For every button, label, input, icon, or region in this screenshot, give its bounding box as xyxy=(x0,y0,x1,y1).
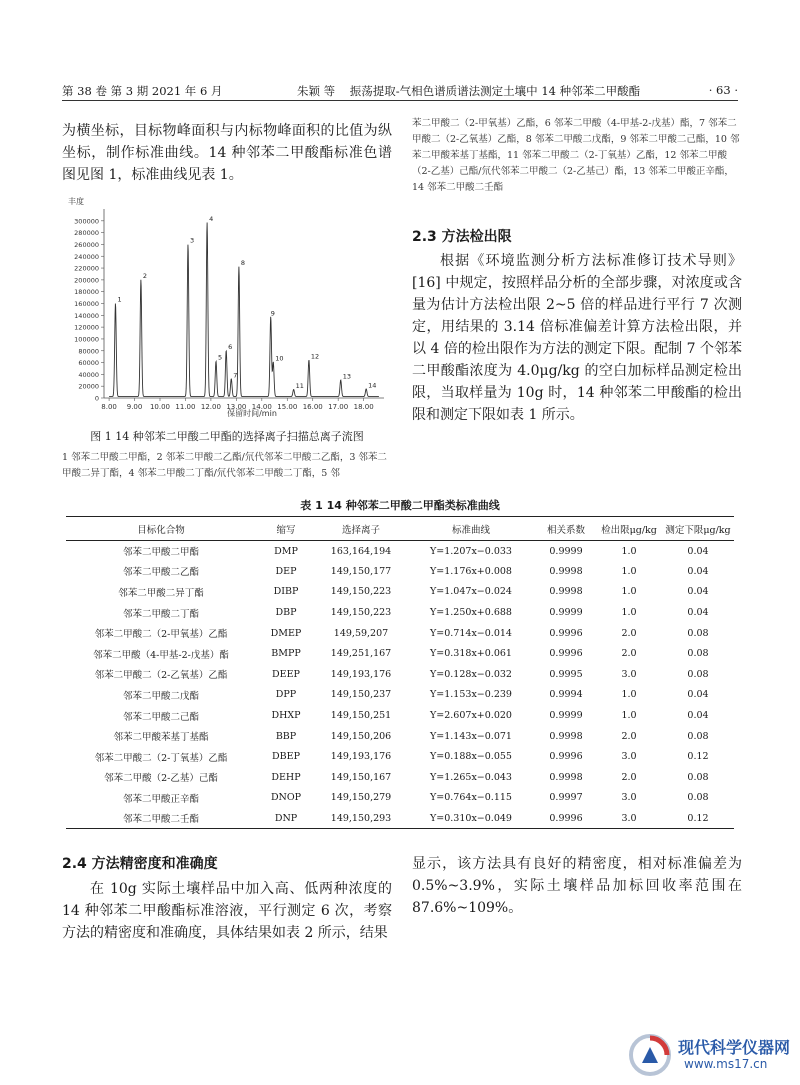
table-cell-curve: Y=2.607x+0.020 xyxy=(430,710,512,722)
table-cell-lod: 2.0 xyxy=(621,627,637,639)
table-cell-abbr: BBP xyxy=(275,730,297,742)
table-cell-compound: 邻苯二甲酸（2-乙基）己酯 xyxy=(104,773,218,785)
table-cell-curve: Y=1.265x−0.043 xyxy=(430,771,512,783)
section-2-4-body: 在 10g 实际土壤样品中加入高、低两种浓度的 14 种邻苯二甲酸酯标准溶液，平行测定 6 次，考察方法的精密度和准确度，具体结果如表 2 所示，结果 xyxy=(62,881,392,941)
table-cell-r: 0.9994 xyxy=(549,689,583,701)
table-cell-abbr: DBEP xyxy=(272,751,300,763)
table-cell-compound: 邻苯二甲酸二戊酯 xyxy=(122,690,199,702)
table-cell-compound: 邻苯二甲酸二异丁酯 xyxy=(118,587,204,599)
table-cell-lod: 2.0 xyxy=(621,648,637,660)
col-ions: 选择离子 xyxy=(316,517,406,541)
table-cell-r: 0.9998 xyxy=(549,586,583,598)
x-tick-label: 8.00 xyxy=(101,403,117,411)
x-tick-label: 17.00 xyxy=(328,403,349,411)
table-row xyxy=(66,602,734,623)
y-tick-label: 180000 xyxy=(74,288,99,297)
table-cell-lod: 3.0 xyxy=(621,751,637,763)
table-row xyxy=(66,582,734,603)
figure-caption: 图 1 14 种邻苯二甲酸二甲酯的选择离子扫描总离子流图 xyxy=(90,430,364,443)
table-cell-r: 0.9996 xyxy=(549,751,583,763)
table-cell-curve: Y=0.310x−0.049 xyxy=(406,808,536,829)
peak-label: 14 xyxy=(368,381,377,390)
table-row xyxy=(66,788,734,809)
table-cell-loq: 0.04 xyxy=(687,586,709,598)
x-tick-label: 16.00 xyxy=(302,403,323,411)
table-header-row xyxy=(66,517,734,541)
peak-label: 7 xyxy=(233,371,238,380)
table-cell-ions: 149,150,237 xyxy=(330,689,392,701)
table-cell-r: 0.9995 xyxy=(549,668,583,680)
table-cell-lod: 1.0 xyxy=(621,565,637,577)
table-cell-loq: 0.12 xyxy=(687,751,709,763)
table-cell-ions: 149,150,177 xyxy=(330,565,392,577)
peak-label: 4 xyxy=(209,214,214,223)
table-cell-ions: 149,150,293 xyxy=(316,808,406,829)
table-cell-loq: 0.08 xyxy=(687,792,709,804)
table-row xyxy=(66,643,734,664)
x-tick-label: 15.00 xyxy=(277,403,298,411)
table-cell-ions: 149,150,167 xyxy=(330,771,392,783)
table-cell-ions: 149,150,223 xyxy=(330,586,392,598)
table-cell-lod: 1.0 xyxy=(621,586,637,598)
y-tick-label: 40000 xyxy=(78,370,99,379)
table-cell-curve: Y=1.176x+0.008 xyxy=(430,565,512,577)
table-cell-curve: Y=1.143x−0.071 xyxy=(430,730,512,742)
table-cell-ions: 163,164,194 xyxy=(330,545,392,557)
site-watermark-logo xyxy=(628,1033,791,1077)
peak-label: 12 xyxy=(310,352,320,361)
table-cell-abbr: DMEP xyxy=(270,627,302,639)
page-number: · 63 · xyxy=(708,83,738,97)
table-cell-abbr: DIBP xyxy=(273,586,299,598)
table-cell-loq: 0.08 xyxy=(687,730,709,742)
table-row xyxy=(66,664,734,685)
table-cell-abbr: DEP xyxy=(275,565,297,577)
table-cell-loq: 0.08 xyxy=(687,627,709,639)
y-tick-label: 140000 xyxy=(74,311,99,320)
y-tick-label: 240000 xyxy=(74,252,99,261)
table-cell-r: 0.9997 xyxy=(549,792,583,804)
table-row xyxy=(66,561,734,582)
header-article-title: 振荡提取-气相色谱质谱法测定土壤中 14 种邻苯二甲酸酯 xyxy=(349,84,641,98)
x-tick-label: 11.00 xyxy=(175,403,196,411)
y-tick-label: 100000 xyxy=(74,335,99,344)
figure-legend-continued: 苯二甲酸二（2-甲氧基）乙酯，6 邻苯二甲酸（4-甲基-2-戊基）酯，7 邻苯二甲酸二（2-乙氧基）乙酯，8 邻苯二甲酸二戊酯，9 邻苯二甲酸二己酯，10 邻苯二甲酸苯基丁基酯，11 邻苯二甲酸二（2-丁氧基）乙酯，12 邻苯二甲酸（2-乙基）己酯/氘代邻苯二甲酸二（2-乙基己）酯，13 邻苯二甲酸正辛酯，14 邻苯二甲酸二壬酯 xyxy=(412,118,740,193)
col-loq: 测定下限μg/kg xyxy=(662,517,734,541)
peak-label: 6 xyxy=(228,342,233,351)
logo-icon xyxy=(628,1033,672,1077)
y-axis-ticks xyxy=(74,217,104,402)
y-tick-label: 200000 xyxy=(74,276,99,285)
table-cell-abbr: DHXP xyxy=(271,710,301,722)
col-abbr: 缩写 xyxy=(256,517,316,541)
table-cell-ions: 149,150,279 xyxy=(330,792,392,804)
chromatogram-chart xyxy=(62,195,392,420)
y-tick-label: 60000 xyxy=(78,359,99,368)
table-cell-ions: 149,193,176 xyxy=(330,668,392,680)
table-cell-loq: 0.04 xyxy=(687,710,709,722)
table-cell-ions: 149,193,176 xyxy=(330,751,392,763)
table-cell-curve: Y=0.318x+0.061 xyxy=(430,648,512,660)
issue-info: 第 38 卷 第 3 期 2021 年 6 月 xyxy=(62,84,223,98)
x-tick-label: 9.00 xyxy=(126,403,143,411)
standard-curve-table xyxy=(66,516,734,829)
x-axis-label: 保留时间/min xyxy=(227,409,277,418)
chromatogram-trace xyxy=(109,222,379,396)
table-cell-ions: 149,150,206 xyxy=(330,730,392,742)
table-cell-curve: Y=1.047x−0.024 xyxy=(430,586,512,598)
y-axis-label: 丰度 xyxy=(68,197,84,206)
peak-label: 5 xyxy=(218,353,223,362)
table-cell-ions: 149,150,223 xyxy=(330,607,392,619)
table-cell-loq: 0.04 xyxy=(687,607,709,619)
table-row xyxy=(66,808,734,829)
section-2-4-heading: 2.4 方法精密度和准确度 xyxy=(62,856,218,872)
running-title xyxy=(297,83,640,99)
y-tick-label: 80000 xyxy=(78,347,99,356)
table-cell-loq: 0.04 xyxy=(687,545,709,557)
table-cell-compound: 邻苯二甲酸二丁酯 xyxy=(122,608,199,620)
peak-label: 8 xyxy=(240,259,246,268)
table-cell-abbr: DEHP xyxy=(271,771,301,783)
chromatogram-figure xyxy=(62,195,392,420)
table-cell-lod: 1.0 xyxy=(621,710,637,722)
table-cell-lod: 2.0 xyxy=(621,771,637,783)
table-cell-curve: Y=1.153x−0.239 xyxy=(430,689,512,701)
col-lod: 检出限μg/kg xyxy=(596,517,662,541)
table-cell-r: 0.9996 xyxy=(536,808,596,829)
table-cell-curve: Y=0.714x−0.014 xyxy=(430,627,512,639)
section-2-4-continued: 显示，该方法具有良好的精密度，相对标准偏差为 0.5%~3.9%，实际土壤样品加标回收率范围在 87.6%~109%。 xyxy=(412,856,742,916)
table-cell-loq: 0.04 xyxy=(687,565,709,577)
table-cell-loq: 0.04 xyxy=(687,689,709,701)
table-cell-loq: 0.12 xyxy=(662,808,734,829)
table-cell-compound: 邻苯二甲酸正辛酯 xyxy=(122,793,199,805)
header-authors: 朱颖 等 xyxy=(297,84,336,98)
section-2-3-body: 根据《环境监测分析方法标准修订技术导则》[16] 中规定，按照样品分析的全部步骤，对浓度或含量为估计方法检出限 2~5 倍的样品进行平行 7 次测定，用结果的 3.14 倍标准偏差计算方法检出限，并以 4 倍的检出限作为方法的测定下限。配制 7 个邻苯二甲酸酯浓度为 4.0μg/kg 的空白加标样品测定检出限，当取样量为 10g 时，14 种邻苯二甲酸酯的检出限和测定下限如表 1 所示。 xyxy=(412,253,742,423)
intro-paragraph: 为横坐标，目标物峰面积与内标物峰面积的比值为纵坐标，制作标准曲线。14 种邻苯二甲酸酯标准色谱图见图 1，标准曲线见表 1。 xyxy=(62,123,392,183)
table-cell-compound: 邻苯二甲酸二己酯 xyxy=(122,711,199,723)
peak-label: 1 xyxy=(117,295,122,304)
table-cell-abbr: BMPP xyxy=(271,648,301,660)
table-cell-curve: Y=0.188x−0.055 xyxy=(430,751,512,763)
col-compound: 目标化合物 xyxy=(66,517,256,541)
peak-label: 3 xyxy=(190,236,195,245)
table-row xyxy=(66,726,734,747)
table-cell-ions: 149,59,207 xyxy=(333,627,389,639)
table-cell-curve: Y=1.207x−0.033 xyxy=(430,545,512,557)
peak-label: 10 xyxy=(275,354,284,363)
table-cell-abbr: DEEP xyxy=(272,668,300,680)
table-cell-lod: 3.0 xyxy=(621,668,637,680)
table-row xyxy=(66,685,734,706)
table-row xyxy=(66,705,734,726)
table-cell-abbr: DNP xyxy=(256,808,316,829)
table-cell-loq: 0.08 xyxy=(687,648,709,660)
table-caption: 表 1 14 种邻苯二甲酸二甲酯类标准曲线 xyxy=(300,499,500,512)
table-cell-curve: Y=0.764x−0.115 xyxy=(430,792,512,804)
table-cell-compound: 邻苯二甲酸二壬酯 xyxy=(66,808,256,829)
table-cell-r: 0.9998 xyxy=(549,730,583,742)
table-cell-r: 0.9998 xyxy=(549,771,583,783)
x-tick-label: 18.00 xyxy=(353,403,374,411)
table-cell-lod: 3.0 xyxy=(621,792,637,804)
table-cell-abbr: DMP xyxy=(274,545,298,557)
table-cell-lod: 1.0 xyxy=(621,689,637,701)
figure-legend: 1 邻苯二甲酸二甲酯，2 邻苯二甲酸二乙酯/氘代邻苯二甲酸二乙酯，3 邻苯二甲酸二异丁酯，4 邻苯二甲酸二丁酯/氘代邻苯二甲酸二丁酯，5 邻 xyxy=(62,452,387,479)
table-cell-lod: 1.0 xyxy=(621,545,637,557)
table-cell-compound: 邻苯二甲酸二（2-甲氧基）乙酯 xyxy=(94,629,228,641)
x-tick-label: 14.00 xyxy=(251,403,272,411)
table-cell-lod: 3.0 xyxy=(596,808,662,829)
table-cell-compound: 邻苯二甲酸二（2-乙氧基）乙酯 xyxy=(94,670,228,682)
table-cell-compound: 邻苯二甲酸二（2-丁氧基）乙酯 xyxy=(94,752,228,764)
table-cell-ions: 149,251,167 xyxy=(330,648,392,660)
table-cell-r: 0.9996 xyxy=(549,627,583,639)
table-cell-ions: 149,150,251 xyxy=(330,710,392,722)
table-cell-r: 0.9996 xyxy=(549,648,583,660)
col-curve: 标准曲线 xyxy=(406,517,536,541)
table-cell-compound: 邻苯二甲酸苯基丁基酯 xyxy=(113,732,209,744)
table-cell-r: 0.9998 xyxy=(549,565,583,577)
table-row xyxy=(66,746,734,767)
table-cell-loq: 0.08 xyxy=(687,771,709,783)
y-tick-label: 0 xyxy=(94,394,99,403)
section-2-3-heading: 2.3 方法检出限 xyxy=(412,229,512,245)
running-header xyxy=(62,80,738,102)
table-cell-r: 0.9999 xyxy=(549,545,583,557)
logo-url: www.ms17.cn xyxy=(684,1057,768,1071)
y-tick-label: 20000 xyxy=(78,382,99,391)
table-cell-lod: 2.0 xyxy=(621,730,637,742)
table-row xyxy=(66,541,734,562)
table-cell-r: 0.9999 xyxy=(549,710,583,722)
table-cell-compound: 邻苯二甲酸（4-甲基-2-戊基）酯 xyxy=(93,649,229,661)
y-tick-label: 280000 xyxy=(74,229,99,238)
table-row xyxy=(66,623,734,644)
table-body xyxy=(66,541,734,829)
y-tick-label: 160000 xyxy=(74,300,99,308)
x-tick-label: 13.00 xyxy=(226,403,247,411)
table-cell-loq: 0.08 xyxy=(687,668,709,680)
peak-label: 11 xyxy=(295,381,304,390)
peak-labels xyxy=(117,215,376,390)
table-cell-lod: 1.0 xyxy=(621,607,637,619)
table-cell-curve: Y=0.128x−0.032 xyxy=(430,668,512,680)
header-rule xyxy=(62,100,738,101)
table-row xyxy=(66,767,734,788)
logo-name: 现代科学仪器网 xyxy=(678,1038,791,1057)
y-tick-label: 220000 xyxy=(74,264,99,273)
table-cell-curve: Y=1.250x+0.688 xyxy=(430,607,512,619)
y-tick-label: 120000 xyxy=(74,323,99,332)
table-cell-abbr: DPP xyxy=(275,689,297,701)
x-tick-label: 12.00 xyxy=(200,403,221,411)
y-tick-label: 300000 xyxy=(74,217,99,226)
peak-label: 9 xyxy=(270,309,275,318)
table-cell-compound: 邻苯二甲酸二甲酯 xyxy=(122,547,199,559)
table-cell-compound: 邻苯二甲酸二乙酯 xyxy=(122,567,199,579)
col-r: 相关系数 xyxy=(536,517,596,541)
peak-label: 13 xyxy=(342,372,352,381)
peak-label: 2 xyxy=(142,272,148,281)
table-cell-abbr: DBP xyxy=(275,607,297,619)
table-cell-r: 0.9999 xyxy=(549,607,583,619)
x-tick-label: 10.00 xyxy=(149,403,171,411)
table-cell-abbr: DNOP xyxy=(270,792,302,804)
y-tick-label: 260000 xyxy=(74,240,99,249)
